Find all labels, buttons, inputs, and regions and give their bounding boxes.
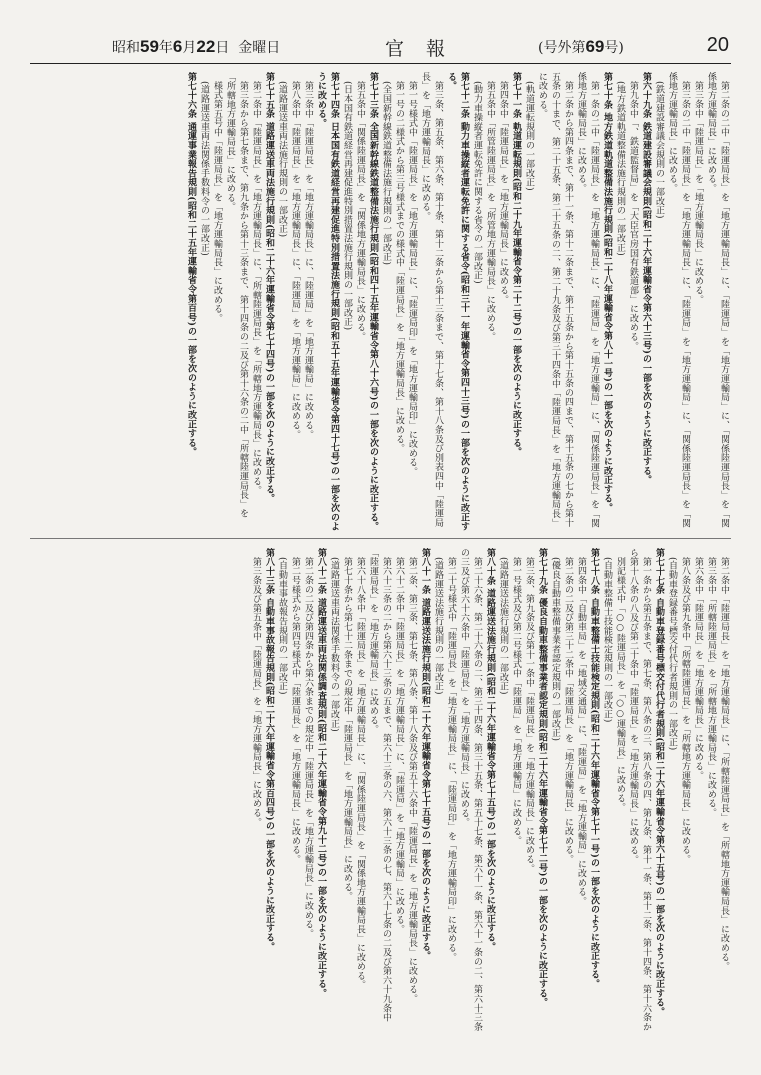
issue-suffix: 号) <box>604 40 624 56</box>
issue-number <box>538 37 624 57</box>
paragraph: 第八条及び第九条中「所轄陸運局長」を「所轄地方運輸局長」に改める。 <box>680 557 690 864</box>
paragraph: 別記様式中「○○陸運局長」を「○○運輸局長」に改める。 <box>615 557 625 813</box>
paragraph: 第一条の二中「陸運局長」を「地方運輸局長」に、「陸運局」を「地方運輸局」に、「関係陸運局長」を「関係地方運輸局長」に改める。 <box>576 72 599 528</box>
paragraph: (自動車登録番号標交付代行者規則の一部改正) <box>667 557 677 751</box>
paragraph: 第八十条 道路運送法施行規則(昭和二十六年運輸省令第七十五号)の一部を次のように改正する。 <box>485 548 495 952</box>
issue-no: 69 <box>585 37 605 56</box>
paragraph: (優良自動車整備事業者認定規則の一部改正) <box>550 557 560 742</box>
gazette-title: 官報 <box>385 38 468 60</box>
paragraph: 第四条中「陸運局長」を「地方運輸局長」に改める。 <box>498 81 508 305</box>
month: 6 <box>172 37 183 56</box>
issue-prefix: (号外第 <box>538 40 586 56</box>
paragraph: 第二十号様式中「陸運局長」を「地方運輸局長」に、「陸運局印」を「地方運輸局印」に改める。 <box>446 557 456 962</box>
issue-date: 昭和59年6月22日 金曜日 <box>112 37 281 56</box>
year: 59 <box>140 37 159 56</box>
paragraph: (地方鉄道軌道整備法施行規則の一部改正) <box>615 81 625 257</box>
paragraph: 第六十九条 鉄道建設審議会規則(昭和二十六年運輸省令第六十三号)の一部を次のように改正する。 <box>641 72 651 485</box>
paragraph: 第二条、第三条、第七条、第八条、第十八条及び第五十六条中「陸運局長」を「地方運輸局長」に改める。 <box>407 557 417 1004</box>
paragraph: 第七十九条 優良自動車整備事業者認定規則(昭和二十六年運輸省令第七十二号)の一部を次のように改正する。 <box>537 548 547 1007</box>
paragraph: 第二条の二及び第四条から第六条までの規定中「陸運局長」を「地方運輸局長」に改める。 <box>303 557 313 939</box>
paragraph: 第一条から第五条まで、第七条、第八条の三、第八条の四、第九条、第十一条、第十二条、第十四条、第十六条から第十八条の八及び第二十条中「陸運局長」を「地方運輸局長」に改める。 <box>628 548 651 1032</box>
paragraph: 第三条の二中「陸運局長」を「地方運輸局長」に、「陸運局」を「地方運輸局」に、「関係陸運局長」を「関係地方運輸局長」に改める。 <box>667 72 690 528</box>
paragraph: 第一号様式及び第二号様式中「陸運局」を「地方運輸局」に改める。 <box>511 557 521 846</box>
paragraph: 第二十六条、第二十六条の二、第三十四条、第三十五条、第五十七条、第六十一条、第六十一条の二、第六十三条の三及び第六十六条中「陸運局長」を「地方運輸局長」に改める。 <box>459 548 482 1032</box>
paragraph: 第二号様式から第四号様式中「陸運局長」を「地方運輸局長」に改める。 <box>290 557 300 864</box>
paragraph: (動力車操縦者運転免許に関する省令の一部改正) <box>472 81 482 284</box>
paragraph: 第八十三条 自動車事故報告規則(昭和二十六年運輸省令第百四号)の一部を次のように改正する。 <box>264 548 274 952</box>
paragraph: 第七十五条 道路運送車両法施行規則(昭和二十六年運輸省令第七十四号)の一部を次のように改正する。 <box>264 72 274 504</box>
paragraph: 第一号様式中「陸運局長」を「地方運輸局長」に、「陸運局印」を「地方運輸局印」に改める。 <box>407 81 417 477</box>
paragraph: 第七十四条 日本国有鉄道経営再建促進特別措置法施行規則(昭和五十五年運輸省令第四十七号)の一部を次のように改める。 <box>316 72 339 531</box>
paragraph: (自動車整備士技能検定規則の一部改正) <box>602 557 612 723</box>
paragraph: (道路運送車両法関係手数料令の一部改正) <box>199 81 209 257</box>
paragraph: 第六十三条の二から第六十三条の五まで、第六十三条の六、第六十三条の七、第六十七条の二及び第六十九条中「陸運局長」を「地方運輸局長」に改める。 <box>368 548 391 1022</box>
page-header <box>30 33 731 64</box>
top-text-block <box>30 72 730 532</box>
paragraph: 第一号の二様式から第三号様式までの様式中「陸運局長」を「地方運輸局長」に改める。 <box>394 81 404 453</box>
paragraph: (自動車事故報告規則の一部改正) <box>277 557 287 695</box>
paragraph: 第七十一条 軌道運転規則(昭和二十九年運輸省令第二十二号)の一部を次のように改正する。 <box>511 72 521 457</box>
paragraph: (日本国有鉄道経営再建促進特別措置法施行規則の一部改正) <box>342 81 352 331</box>
paragraph: 第三条、第九条及び第十一条中「陸運局長」を「地方運輸局長」に改める。 <box>524 557 534 874</box>
bottom-text-block <box>30 548 730 1038</box>
paragraph: 第二条中「陸運局長」を「地方運輸局長」に、「所轄陸運局長」を「所轄地方運輸局長」に改める。 <box>251 81 261 495</box>
paragraph: (道路運送車両法施行規則の一部改正) <box>277 81 287 238</box>
paragraph: 第二条の二中「陸運局長」を「地方運輸局長」に、「陸運局」を「地方運輸局」に、「関係陸運局長」を「関係地方運輸局長」に改める。 <box>706 72 729 528</box>
paragraph: 様式第五号中「陸運局長」を「地方運輸局長」に改める。 <box>212 81 222 323</box>
paragraph: 第三条中「所轄陸運局長」を「所轄地方運輸局長」に改める。 <box>706 557 716 818</box>
paragraph: 第七十条 地方鉄道軌道整備法施行規則(昭和二十八年運輸省令第八十一号)の一部を次のように改正する。 <box>602 72 612 513</box>
paragraph: 第二条の二及び第三十二条中「陸運局長」を「地方運輸局長」に改める。 <box>563 557 573 864</box>
page-number: 20 <box>706 34 729 56</box>
paragraph: 第七十三条 全国新幹線鉄道整備法施行規則(昭和四十五年運輸省令第八十六号)の一部を次のように改正する。 <box>368 72 378 531</box>
paragraph: 第三条及び第五条中「陸運局長」を「地方運輸局長」に改める。 <box>251 557 261 827</box>
paragraph: 第三条中「陸運局長」を「地方運輸局長」に改める。 <box>693 81 703 305</box>
paragraph: (道路運送法施行規則の一部改正) <box>498 557 508 695</box>
paragraph: 第九条中「、鉄道監督局」を「大臣官房国有鉄道部」に改める。 <box>628 81 638 351</box>
paragraph: (鉄道建設審議会規則の一部改正) <box>654 81 664 219</box>
paragraph: 第二条中「陸運局長」を「地方運輸局長」に、「所轄陸運局長」を「所轄地方運輸局長」に改める。 <box>719 557 729 971</box>
paragraph: (全国新幹線鉄道整備法施行規則の一部改正) <box>381 81 391 266</box>
paragraph: 第七十七条 自動車登録番号標交付代行者規則(昭和二十六年運輸省令第六十五号)の一部を次のように改正する。 <box>654 548 664 1017</box>
paragraph: 第七十条から第七十二条までの規定中「陸運局長」を「地方運輸局長」に改める。 <box>342 557 352 902</box>
paragraph: 第八十二条 道路運送車両法関係調査規則(昭和二十六年運輸省令第九十二号)の一部を次のように改正する。 <box>316 548 326 998</box>
section-divider <box>30 538 731 539</box>
era: 昭和 <box>112 40 140 56</box>
paragraph: 第七十六条 通運事業報告規則(昭和二十五年運輸省令第百号)の一部を次のように改正する。 <box>186 72 196 457</box>
day: 22 <box>196 37 216 56</box>
paragraph: 第六十二条中「陸運局長」を「地方運輸局長」に、「陸運局」を「地方運輸局」に改める。 <box>394 557 404 934</box>
paragraph: 第二条から第四条まで、第十一条、第十二条まで、第十五条から第十五条の四まで、第十五条の七から第十五条の十まで、第二十五条、第二十五条の二、第二十九条及び第三十四条中「陸運局長」を「地方運輸局長」に改める。 <box>537 72 573 528</box>
paragraph: 第四条中「自動車局」を「地域交通局」に、「陸運局」を「地方運輸局」に改める。 <box>576 557 586 906</box>
paragraph: 第六条中「陸運局長」を「地方運輸局長」に改める。 <box>693 557 703 781</box>
paragraph: (軌道運転規則の一部改正) <box>524 81 534 191</box>
weekday: 金曜日 <box>238 40 281 56</box>
paragraph: (道路運送法施行規則の一部改正) <box>433 557 443 695</box>
paragraph: 第八条中「陸運局長」を「地方運輸局長」に、「陸運局」を「地方運輸局」に改める。 <box>290 81 300 440</box>
paragraph: 第五条中「所管陸運局長」を「所管地方運輸局長」に改める。 <box>485 81 495 342</box>
paragraph: 第三条、第五条、第六条、第十条、第十二条から第十三条まで、第十七条、第十八条及び別表四中「陸運局長」を「地方運輸局長」に改める。 <box>420 72 443 528</box>
paragraph: 第六十八条中「陸運局長」を「地方運輸局長」に、「関係陸運局長」を「関係地方運輸局長」に改める。 <box>355 557 365 990</box>
paragraph: 第七十八条 自動車整備士技能検定規則(昭和二十六年運輸省令第七十一号)の一部を次のように改正する。 <box>589 548 599 989</box>
paragraph: 第七十二条 動力車操縦者運転免許に関する省令(昭和三十一年運輸省令第四十三号)の一部を次のように改正する。 <box>446 72 469 531</box>
paragraph: (道路運送車両法関係手数料令の一部改正) <box>329 557 339 733</box>
paragraph: 第五条中「関係陸運局長」を「関係地方運輸局長」に改める。 <box>355 81 365 342</box>
paragraph: 第八十一条 道路運送法施行規則(昭和二十六年運輸省令第七十五号)の一部を次のように改正する。 <box>420 548 430 961</box>
paragraph: 第三条から第七条まで、第九条から第十三条まで、第十四条の二及び第十六条の二中「所轄陸運局長」を「所轄地方運輸局長」に改める。 <box>225 72 248 519</box>
paragraph: 第三条中「陸運局長」を「地方運輸局長」に、「陸運局」を「地方運輸局」に改める。 <box>303 81 313 440</box>
